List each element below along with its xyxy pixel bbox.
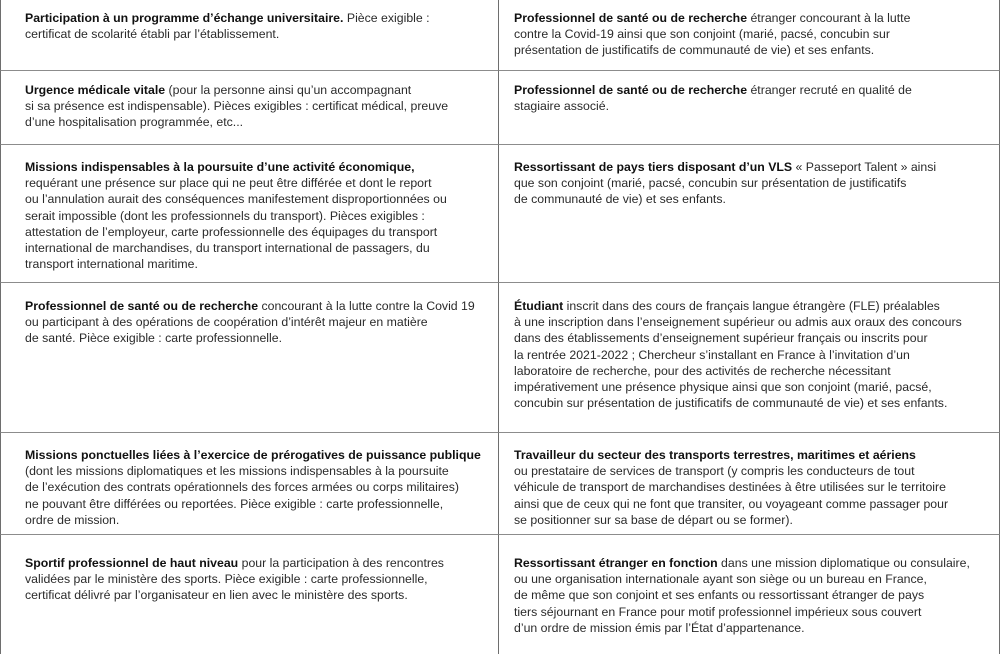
- cell-title: Urgence médicale vitale: [25, 83, 166, 97]
- cell-text: étranger concourant à la lutte contre la Covid-19 ainsi que son conjoint (marié, pacsé, concubin sur présentation de justificatifs de communauté de vie) et ses enfants.: [514, 11, 911, 58]
- cell-text: pour la participation à des rencontres validées par le ministère des sports. Pièce exigible : carte professionnelle, certificat délivré par l’organisateur en lien avec le ministère des sports.: [25, 556, 444, 603]
- cell-title: Professionnel de santé ou de recherche: [514, 83, 748, 97]
- table-cell-left: [0, 145, 499, 283]
- table-cell-left: [0, 283, 499, 433]
- cell-title: Travailleur du secteur des transports terrestres, maritimes et aériens: [514, 448, 916, 462]
- table-cell-left: [0, 71, 499, 145]
- cell-title: Ressortissant de pays tiers disposant d’un VLS: [514, 160, 793, 174]
- cell-text: étranger recruté en qualité de stagiaire associé.: [514, 83, 912, 114]
- table-cell-left: [0, 535, 499, 654]
- table-cell-left: [0, 0, 499, 71]
- cell-title: Sportif professionnel de haut niveau: [25, 556, 239, 570]
- cell-title: Participation à un programme d’échange universitaire.: [25, 11, 344, 25]
- cell-text: « Passeport Talent » ainsi que son conjoint (marié, pacsé, concubin sur présentation de justificatifs de communauté de vie) et ses enfants.: [514, 160, 937, 207]
- cell-text: inscrit dans des cours de français langue étrangère (FLE) préalables à une inscription dans l’enseignement supérieur ou admis aux oraux des concours dans des établissements d’enseignement supérieur français ou inscrits pour la rentrée 2021-2022 ; Chercheur s’installant en France à l’invitation d’un laboratoire de recherche, pour des activités de recherche nécessitant impérativement une présence physique ainsi que son conjoint (marié, pacsé, concubin sur présentation de justificatifs de communauté de vie) et ses enfants.: [514, 299, 962, 411]
- table-cell-left: [0, 433, 499, 535]
- cell-text: ou prestataire de services de transport (y compris les conducteurs de tout véhicule de transport de marchandises destinées à être utilisées sur le territoire ainsi que de ceux qui ne font que transiter, ou voyageant comme passager pour se positionner sur sa base de départ ou se former).: [514, 464, 949, 527]
- table-cell-right: [499, 433, 1000, 535]
- cell-text: concourant à la lutte contre la Covid 19 ou participant à des opérations de coopération d’intérêt majeur en matière de santé. Pièce exigible : carte professionnelle.: [25, 299, 475, 346]
- cell-title: Ressortissant étranger en fonction: [514, 556, 718, 570]
- cell-text: Pièce exigible : certificat de scolarité établi par l’établissement.: [25, 11, 430, 42]
- table-cell-right: [499, 71, 1000, 145]
- cell-title: Missions ponctuelles liées à l’exercice de prérogatives de puissance publique: [25, 448, 481, 462]
- table-cell-right: [499, 0, 1000, 71]
- cell-title: Missions indispensables à la poursuite d’une activité économique,: [25, 160, 415, 174]
- table-cell-right: [499, 535, 1000, 654]
- cell-text: (dont les missions diplomatiques et les missions indispensables à la poursuite de l’exécution des contrats opérationnels des forces armées ou corps militaires) ne pouvant être différées ou reportées. Pièce exigible : carte professionnelle, ordre de mission.: [25, 464, 460, 527]
- cell-text: dans une mission diplomatique ou consulaire, ou une organisation internationale ayant son siège ou un bureau en France, de même que son conjoint et ses enfants ou ressortissant étranger de pays tiers séjournant en France pour motif professionnel impérieux sous couvert d’un ordre de mission émis par l’État d’appartenance.: [514, 556, 970, 635]
- table-cell-right: [499, 145, 1000, 283]
- table-cell-right: [499, 283, 1000, 433]
- cell-title: Professionnel de santé ou de recherche: [25, 299, 259, 313]
- cell-text: requérant une présence sur place qui ne peut être différée et dont le report ou l’annulation aurait des conséquences manifestement disproportionnées ou serait impossible (dont les professionnels du transport). Pièces exigibles : attestation de l’employeur, carte professionnelle des équipages du transport international de marchandises, du transport international de passagers, du transport international maritime.: [25, 176, 447, 272]
- cell-text: (pour la personne ainsi qu’un accompagnant si sa présence est indispensable). Pièces exigibles : certificat médical, preuve d’une hospitalisation programmée, etc...: [25, 83, 449, 130]
- cell-title: Étudiant: [514, 299, 564, 313]
- cell-title: Professionnel de santé ou de recherche: [514, 11, 748, 25]
